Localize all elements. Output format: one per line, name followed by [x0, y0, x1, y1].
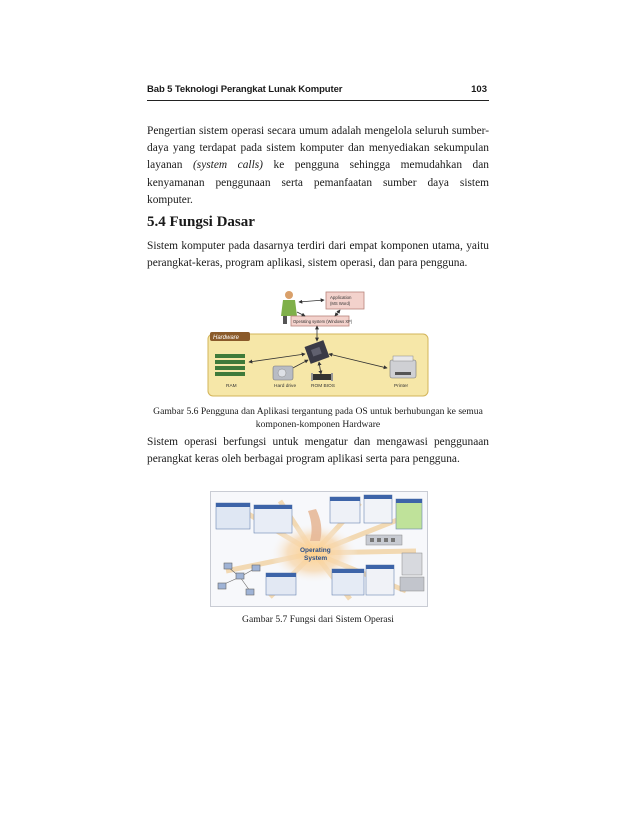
application-label: Application: [330, 295, 352, 300]
paragraph-text: Pengertian sistem operasi secara umum adalah mengelola seluruh sumber-daya yang terdapat pada sistem komputer dan menyediakan sekumpulan layanan: [147, 125, 489, 172]
hard-drive-icon: [273, 366, 293, 380]
paragraph-components: Sistem komputer pada dasarnya terdiri dari empat komponen utama, yaitu perangkat-keras, program aplikasi, sistem operasi, dan para pengguna.: [147, 240, 489, 270]
window-titlebar: [266, 573, 296, 577]
ram-label: RAM: [226, 384, 237, 389]
hardware-label: Hardware: [213, 335, 240, 341]
hard-drive-label: Hard drive: [274, 384, 297, 389]
italic-term: (system calls): [192, 159, 263, 172]
printer-icon: [390, 356, 416, 378]
os-center-label-line1: Operating: [300, 547, 331, 554]
rom-bios-label: ROM BIOS: [311, 384, 335, 389]
running-header: [147, 84, 489, 101]
figure-os-functions-collage: [210, 491, 428, 607]
os-hardware-illustration: [205, 288, 431, 398]
figure-os-hardware-diagram: [205, 288, 431, 398]
figure1-caption: Gambar 5.6 Pengguna dan Aplikasi tergantung pada OS untuk berhubungan ke semua komponen-komponen Hardware: [153, 406, 483, 430]
paragraph-os-definition: [147, 123, 489, 209]
page-number: 103: [471, 84, 487, 95]
hardware-strip-icon: [366, 535, 402, 545]
application-sublabel: (MS Word): [330, 301, 351, 306]
section-heading: 5.4 Fungsi Dasar: [147, 214, 255, 230]
printer-device-icon: [400, 553, 424, 591]
os-center-label-line2: System: [304, 555, 328, 562]
chapter-title: Bab 5 Teknologi Perangkat Lunak Komputer: [147, 84, 343, 95]
paragraph-os-function: Sistem operasi berfungsi untuk mengatur dan mengawasi penggunaan perangkat keras oleh berbagai program aplikasi serta para pengguna.: [147, 436, 489, 466]
os-functions-illustration: [210, 491, 428, 607]
rom-bios-icon: [311, 373, 333, 381]
printer-label: Printer: [394, 384, 409, 389]
os-label: Operating system (Windows XP): [293, 319, 353, 324]
figure2-caption: Gambar 5.7 Fungsi dari Sistem Operasi: [242, 614, 394, 625]
paragraph-text: ke pengguna sehingga memudahkan dan kenyamanan penggunaan serta pemanfaatan sumber daya sistem komputer.: [147, 159, 490, 206]
